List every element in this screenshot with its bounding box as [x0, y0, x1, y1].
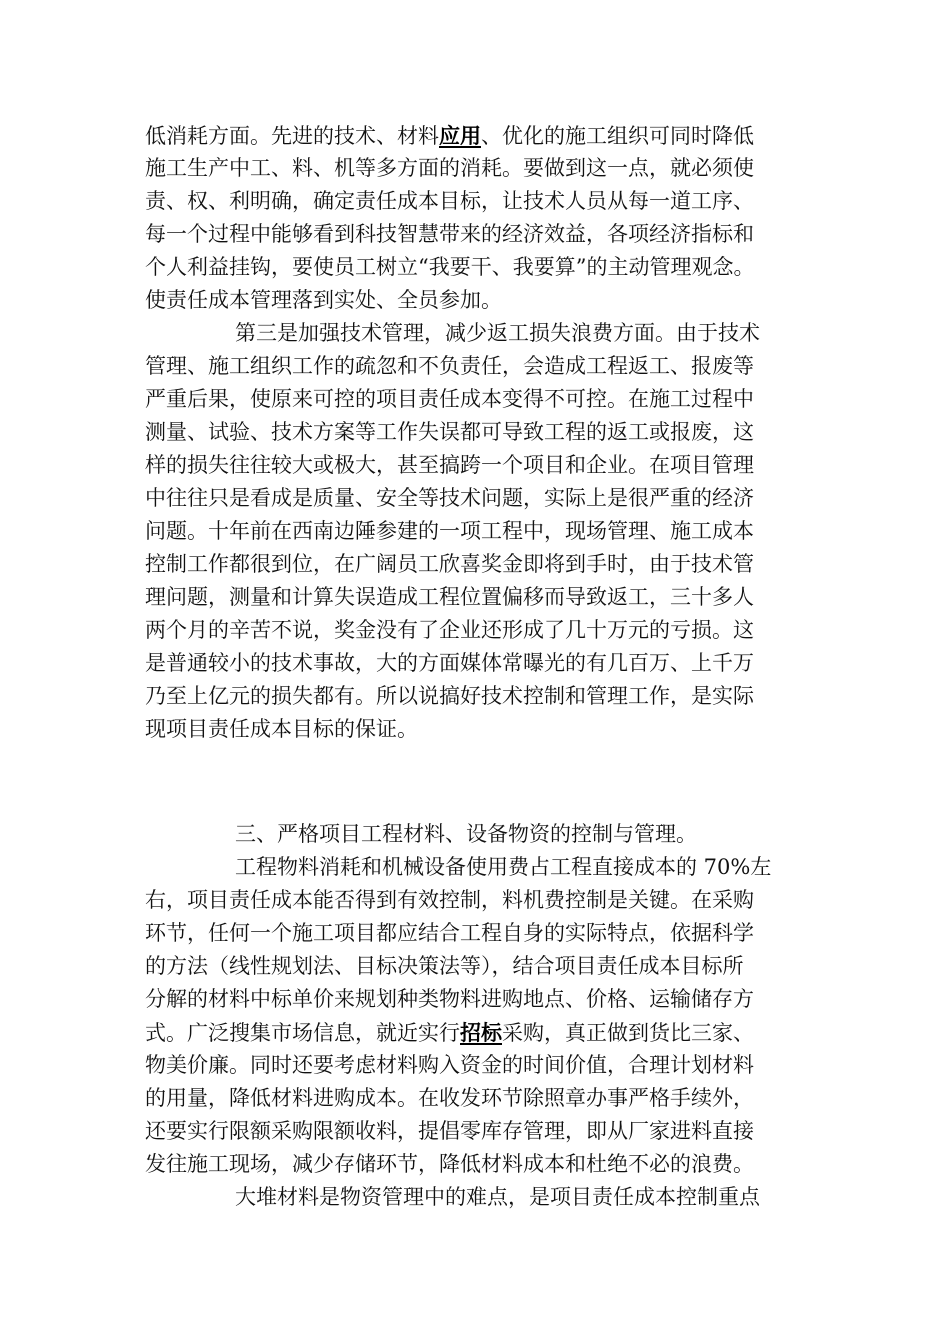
- text-line: 严重后果，使原来可控的项目责任成本变得不可控。在施工过程中: [145, 387, 754, 411]
- text-line: 样的损失往往较大或极大，甚至搞跨一个项目和企业。在项目管理: [145, 453, 754, 477]
- text-line: 发往施工现场，减少存储环节，降低材料成本和杜绝不必的浪费。: [145, 1152, 754, 1176]
- text-line: 的用量，降低材料进购成本。在收发环节除照章办事严格手续外，: [145, 1086, 754, 1110]
- text-line: 中往往只是看成是质量、安全等技术问题，实际上是很严重的经济: [145, 486, 754, 510]
- link-tender[interactable]: 招标: [460, 1020, 502, 1045]
- text-line: 问题。十年前在西南边陲参建的一项工程中，现场管理、施工成本: [145, 519, 754, 543]
- text-line: 乃至上亿元的损失都有。所以说搞好技术控制和管理工作，是实际: [145, 684, 754, 708]
- text-line: 责、权、利明确，确定责任成本目标，让技术人员从每一道工序、: [145, 189, 754, 213]
- text-block-lower: [145, 818, 805, 1214]
- text-line: 控制工作都很到位，在广阔员工欣喜奖金即将到手时，由于技术管: [145, 552, 754, 576]
- text-line: 第三是加强技术管理，减少返工损失浪费方面。由于技术: [235, 321, 760, 345]
- text-line: 每一个过程中能够看到科技智慧带来的经济效益，各项经济指标和: [145, 222, 754, 246]
- text-line: 还要实行限额采购限额收料，提倡零库存管理，即从厂家进料直接: [145, 1119, 754, 1143]
- text-line: [145, 119, 805, 152]
- text-line: 大堆材料是物资管理中的难点，是项目责任成本控制重点: [235, 1185, 760, 1209]
- paragraph-material-control: [145, 851, 805, 1181]
- link-application[interactable]: 应用: [439, 123, 481, 148]
- text-line: 工程物料消耗和机械设备使用费占工程直接成本的 70%左: [235, 855, 772, 879]
- text-line: 环节，任何一个施工项目都应结合工程自身的实际特点，依据科学: [145, 921, 754, 945]
- text-line: 施工生产中工、料、机等多方面的消耗。要做到这一点，就必须使: [145, 156, 754, 180]
- text-line: 物美价廉。同时还要考虑材料购入资金的时间价值，合理计划材料: [145, 1053, 754, 1077]
- text-line: 管理、施工组织工作的疏忽和不负责任，会造成工程返工、报废等: [145, 354, 754, 378]
- text-span: 式。广泛搜集市场信息，就近实行: [145, 1021, 460, 1045]
- text-line: 使责任成本管理落到实处、全员参加。: [145, 288, 502, 312]
- text-span: 、优化的施工组织可同时降低: [481, 124, 754, 148]
- text-line: 现项目责任成本目标的保证。: [145, 717, 418, 741]
- text-span: 采购，真正做到货比三家、: [502, 1021, 754, 1045]
- text-line: 两个月的辛苦不说，奖金没有了企业还形成了几十万元的亏损。这: [145, 618, 754, 642]
- text-line: [145, 1016, 805, 1049]
- text-line: 理问题，测量和计算失误造成工程位置偏移而导致返工，三十多人: [145, 585, 754, 609]
- paragraph-bulk-materials: [145, 1181, 805, 1214]
- section-heading: 三、严格项目工程材料、设备物资的控制与管理。: [235, 822, 697, 846]
- text-span: 低消耗方面。先进的技术、材料: [145, 124, 439, 148]
- text-line: 的方法（线性规划法、目标决策法等），结合项目责任成本目标所: [145, 954, 744, 978]
- text-line: 是普通较小的技术事故，大的方面媒体常曝光的有几百万、上千万: [145, 651, 754, 675]
- text-line: 右，项目责任成本能否得到有效控制，料机费控制是关键。在采购: [145, 888, 754, 912]
- text-block-upper: [145, 119, 805, 746]
- text-line: 分解的材料中标单价来规划种类物料进购地点、价格、运输储存方: [145, 987, 754, 1011]
- text-line: 测量、试验、技术方案等工作失误都可导致工程的返工或报废，这: [145, 420, 754, 444]
- paragraph-technical-management: [145, 317, 805, 746]
- text-line: 个人利益挂钩，要使员工树立“我要干、我要算”的主动管理观念。: [145, 255, 755, 279]
- paragraph-cost-reduction: [145, 119, 805, 317]
